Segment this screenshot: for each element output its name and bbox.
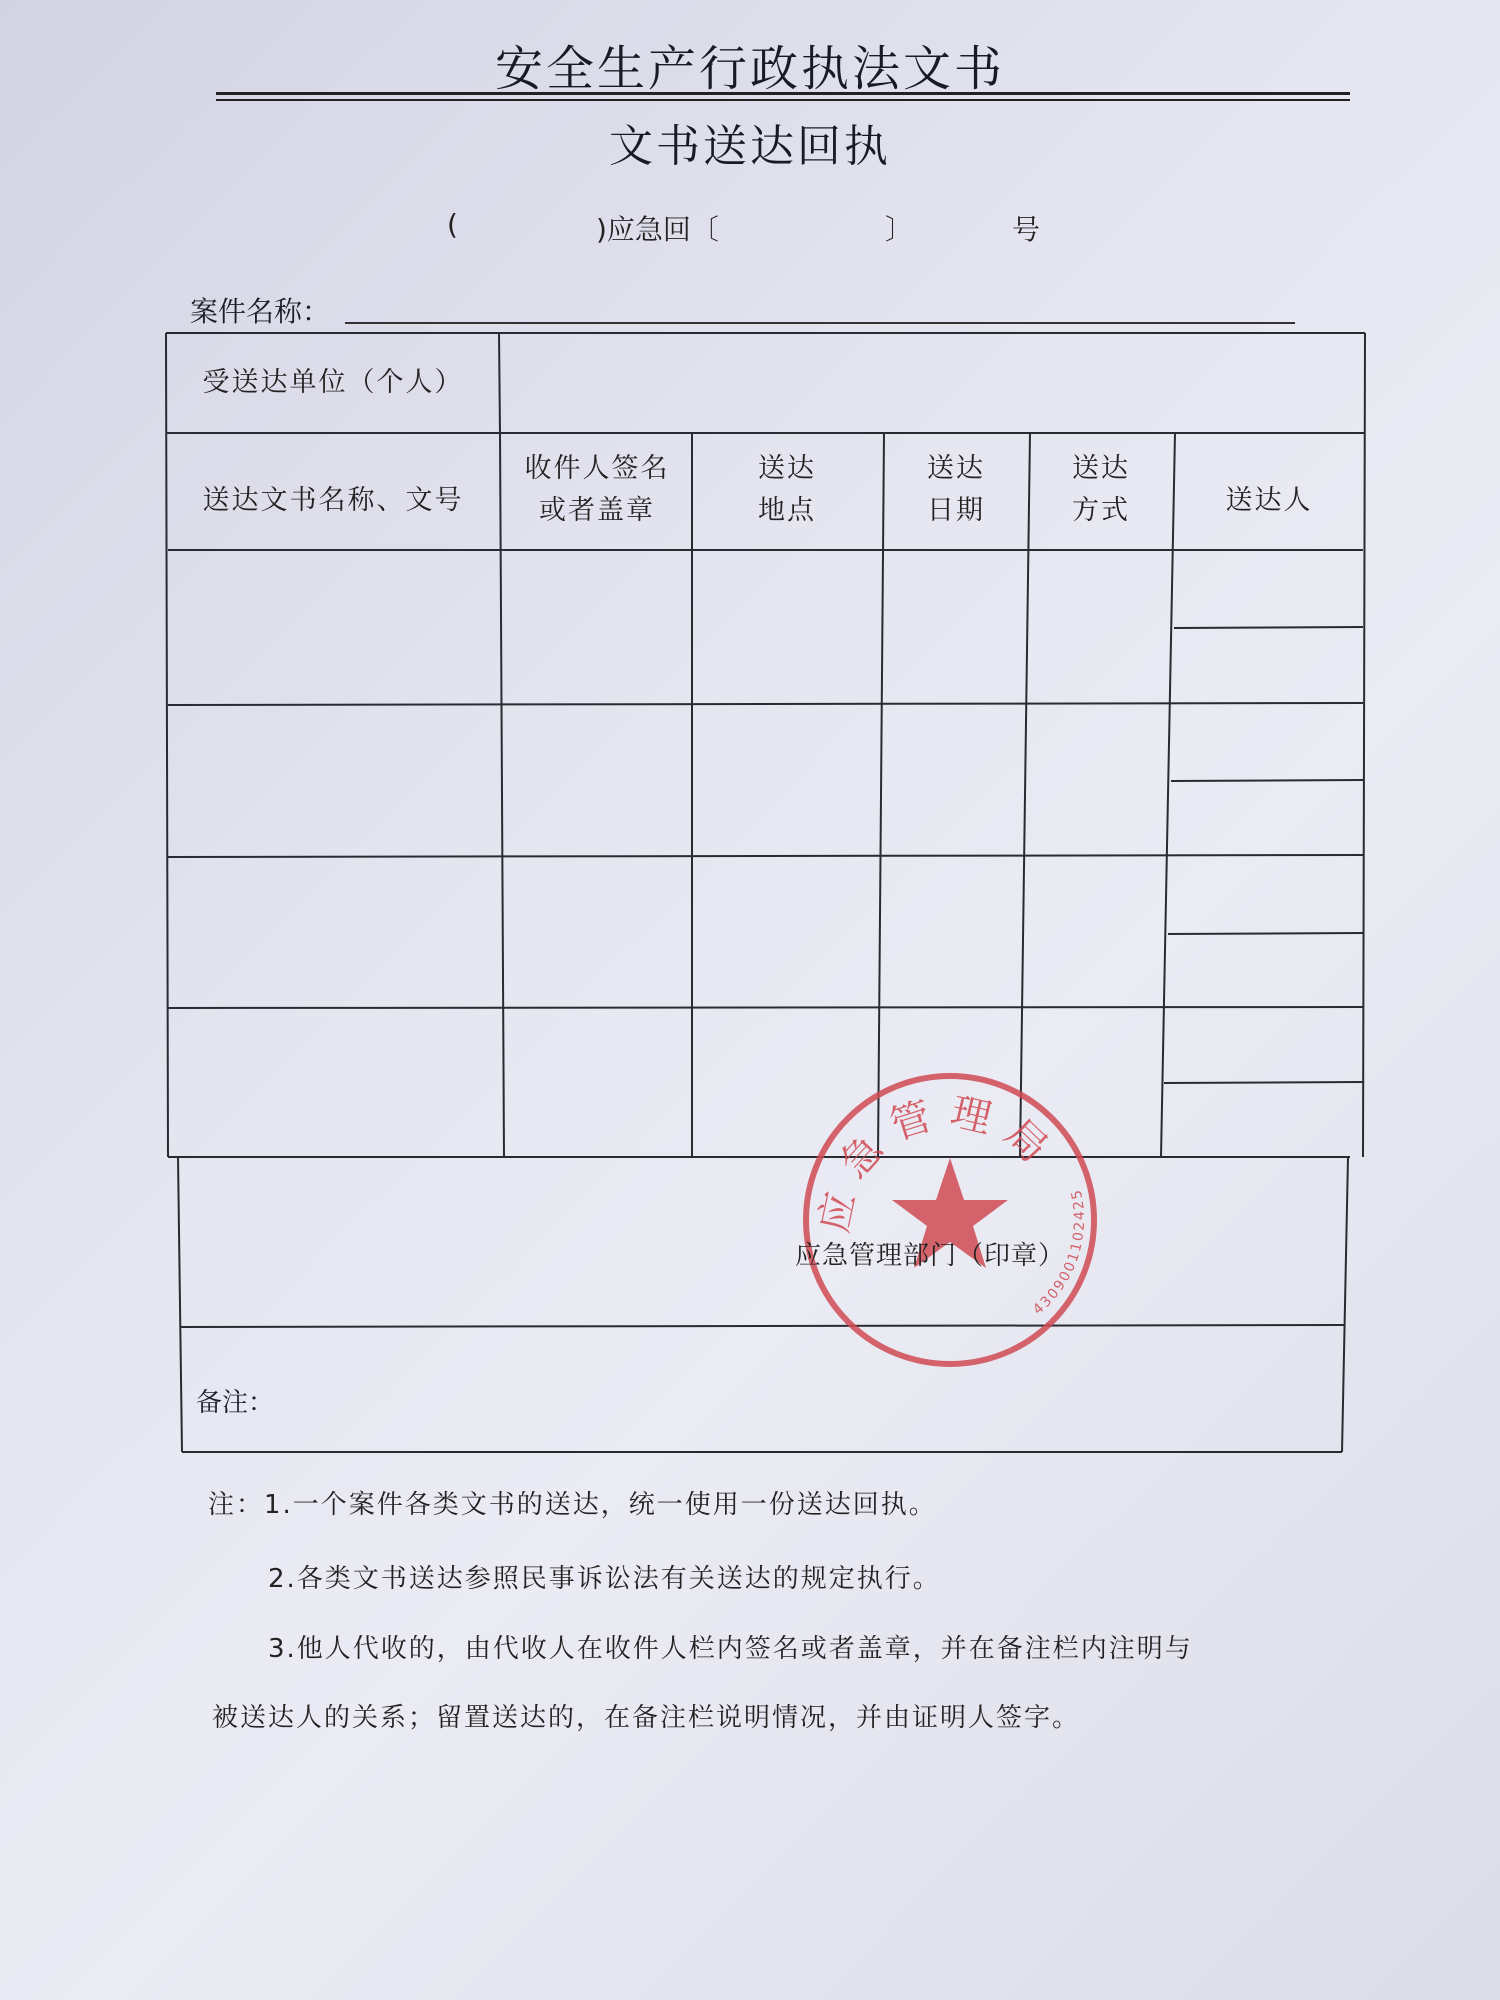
column-header-signature-line1: 收件人签名 xyxy=(524,453,670,484)
table-border-right xyxy=(1363,333,1365,1157)
remarks-row-top xyxy=(180,1325,1344,1327)
footnote-1: 注：1.一个案件各类文书的送达，统一使用一份送达回执。 xyxy=(208,1490,937,1520)
doc-number-bracket-close: 〕 xyxy=(885,213,914,246)
sender-subrow-1 xyxy=(1174,627,1363,628)
column-header-doc-name: 送达文书名称、文号 xyxy=(202,485,464,516)
footnote-2: 2.各类文书送达参照民事诉讼法有关送达的规定执行。 xyxy=(268,1564,941,1594)
column-header-method-line2: 方式 xyxy=(1072,495,1130,526)
footnote-3: 3.他人代收的，由代收人在收件人栏内签名或者盖章，并在备注栏内注明与 xyxy=(268,1634,1193,1664)
remarks-label: 备注： xyxy=(196,1388,275,1418)
col-divider-5 xyxy=(1161,433,1175,1157)
sender-subrow-3 xyxy=(1168,933,1363,934)
sender-subrow-2 xyxy=(1171,780,1363,781)
footnote-3-continued: 被送达人的关系；留置送达的，在备注栏说明情况，并由证明人签字。 xyxy=(212,1703,1081,1733)
case-name-label: 案件名称： xyxy=(190,295,331,328)
seal-section-right xyxy=(1342,1157,1348,1452)
department-seal-label: 应急管理部门（印章） xyxy=(795,1241,1066,1271)
column-header-method-line1: 送达 xyxy=(1072,453,1130,484)
official-seal-stamp xyxy=(790,1060,1110,1380)
seal-org-text: 应急管理局 xyxy=(811,1088,1067,1237)
doc-number-paren-open: ( xyxy=(447,208,458,241)
doc-number-middle: )应急回〔 xyxy=(596,213,719,246)
document-title: 文书送达回执 xyxy=(609,121,891,172)
column-header-date-line1: 送达 xyxy=(927,453,985,484)
col-divider-1 xyxy=(500,433,504,1157)
row-line-1 xyxy=(168,703,1363,705)
column-header-place-line2: 地点 xyxy=(758,495,816,526)
row-line-2 xyxy=(168,855,1363,857)
seal-section-left xyxy=(178,1157,182,1452)
column-header-date-line2: 日期 xyxy=(927,495,985,526)
column-header-signature-line2: 或者盖章 xyxy=(539,495,655,526)
seal-code-text: 4309001102425 xyxy=(1030,1186,1089,1319)
sender-subrow-4 xyxy=(1164,1082,1363,1083)
col-divider-4 xyxy=(1020,433,1030,1157)
recipient-divider xyxy=(499,333,500,433)
col-divider-3 xyxy=(878,433,884,1157)
document-series-title: 安全生产行政执法文书 xyxy=(494,41,1005,97)
recipient-label: 受送达单位（个人） xyxy=(202,367,464,398)
column-header-place-line1: 送达 xyxy=(758,453,816,484)
table-border-left xyxy=(166,333,168,1157)
column-header-sender: 送达人 xyxy=(1225,485,1313,516)
row-line-3 xyxy=(168,1007,1363,1008)
doc-number-suffix: 号 xyxy=(1012,213,1041,246)
